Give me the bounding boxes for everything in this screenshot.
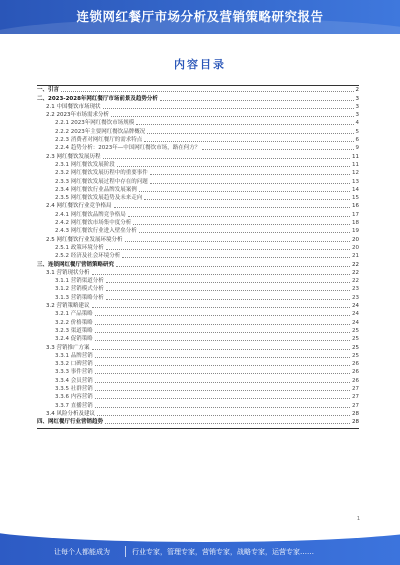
toc-entry[interactable] [37,285,359,293]
toc-entry-page: 11 [352,161,359,168]
toc-entry-page: 26 [352,377,359,384]
toc-entry-page: 24 [352,303,359,310]
toc-entry-title: 2.3.3 网红餐饮发展过程中存在的问题 [55,178,148,185]
toc-entry[interactable] [37,194,359,202]
toc-entry-title: 3.3.2 口碑营销 [55,361,93,368]
toc-entry-page: 11 [352,153,359,160]
toc-leader-dots [106,298,350,300]
toc-leader-dots [150,173,350,175]
toc-entry-title: 2.3.5 网红餐饮发展趋势及未来走向 [55,195,143,202]
toc-entry[interactable] [37,335,359,343]
toc-entry-title: 3.2.3 渠道策略 [55,327,93,334]
toc-leader-dots [139,190,350,192]
toc-entry-page: 28 [352,419,359,426]
toc-entry[interactable] [37,136,359,144]
toc-leader-dots [92,306,351,308]
footer-banner [0,530,400,565]
toc-entry-page: 20 [352,236,359,243]
toc-entry[interactable] [37,368,359,376]
toc-leader-dots [136,123,353,125]
toc-entry-title: 2.4 网红餐饮行业竞争格局 [46,203,112,210]
toc-entry-page: 27 [352,385,359,392]
toc-entry[interactable] [37,401,359,409]
toc-entry[interactable] [37,269,359,277]
toc-entry-page: 26 [352,361,359,368]
toc-leader-dots [95,364,350,366]
toc-leader-dots [125,240,351,242]
toc-entry-page: 3 [355,112,359,119]
toc-leader-dots [116,265,350,267]
toc-entry-page: 26 [352,369,359,376]
toc-entry[interactable] [37,360,359,368]
toc-entry-page: 12 [352,170,359,177]
toc-entry-title: 2.3 网红餐饮发展历程 [46,153,101,160]
toc-entry[interactable] [37,418,359,426]
toc-entry[interactable] [37,302,359,310]
toc-entry[interactable] [37,169,359,177]
toc-entry-title: 3.3 营销推广方案 [46,344,90,351]
toc-entry[interactable] [37,410,359,418]
toc-bottom-rule [37,428,359,429]
toc-entry-page: 13 [352,178,359,185]
toc-entry[interactable] [37,318,359,326]
toc-entry-page: 27 [352,394,359,401]
toc-entry[interactable] [37,111,359,119]
toc-entry-title: 3.3.7 直播营销 [55,402,93,409]
toc-leader-dots [122,256,350,258]
toc-leader-dots [95,339,350,341]
toc-entry-title: 2.2.3 消费者对网红餐厅的需求特点 [55,137,143,144]
toc-entry[interactable] [37,343,359,351]
toc-entry-title: 2.1 中国餐饮市场现状 [46,103,101,110]
toc-entry[interactable] [37,152,359,160]
toc-entry-page: 28 [352,410,359,417]
toc-entry-title: 2.3.4 网红餐饮行业品牌发展案例 [55,186,137,193]
toc-leader-dots [61,90,353,92]
toc-leader-dots [106,281,350,283]
toc-entry-title: 2.2.4 趋势分析：2023年—中国网红餐饮市场，路在何方？ [55,145,201,152]
toc-leader-dots [144,198,350,200]
toc-leader-dots [106,248,350,250]
toc-entry-title: 2.4.3 网红餐饮行业进入壁垒分析 [55,228,137,235]
toc-entry-title: 3.1.2 营销模式分析 [55,286,104,293]
toc-entry[interactable] [37,260,359,268]
toc-entry[interactable] [37,227,359,235]
toc-entry-title: 四、网红餐厅行业营销趋势 [37,419,104,426]
toc-entry-title: 2.2 2023年市场需求分析 [46,112,109,119]
toc-entry-page: 15 [352,195,359,202]
toc-leader-dots [95,331,350,333]
toc-leader-dots [105,422,350,424]
toc-entry[interactable] [37,376,359,384]
toc-entry-title: 3.3.3 事件营销 [55,369,93,376]
toc-entry-title: 2.2.1 2023年网红餐饮市场规模 [55,120,135,127]
toc-entry-page: 24 [352,319,359,326]
toc-entry-title: 3.2 营销策略建议 [46,303,90,310]
toc-entry-page: 4 [355,120,359,127]
toc-entry-title: 3.3.6 内容营销 [55,394,93,401]
toc-entry-page: 25 [352,336,359,343]
toc-leader-dots [103,107,354,109]
footer-slogan: 让每个人都能成为 [54,548,110,556]
toc-entry-title: 3.1 营销现状分析 [46,269,90,276]
toc-entry-title: 3.3.4 会员营销 [55,377,93,384]
toc-entry-page: 20 [352,244,359,251]
toc-entry-title: 3.1.3 营销策略分析 [55,294,104,301]
toc-entry[interactable] [37,210,359,218]
page-number: 1 [356,516,360,522]
toc-leader-dots [128,215,350,217]
toc-entry-title: 2.5.1 政策环境分析 [55,244,104,251]
toc-entry-page: 3 [355,103,359,110]
toc-entry-page: 2 [355,87,359,94]
toc-leader-dots [95,314,350,316]
toc-entry-title: 3.3.5 社群营销 [55,385,93,392]
toc-entry-page: 23 [352,294,359,301]
toc-entry[interactable] [37,127,359,135]
toc-entry-page: 6 [355,137,359,144]
toc-entry-page: 25 [352,352,359,359]
toc-entry-page: 22 [352,269,359,276]
toc-leader-dots [106,289,350,291]
toc-entry[interactable] [37,103,359,111]
toc-entry-page: 14 [352,186,359,193]
toc-entry[interactable] [37,144,359,152]
footer-divider [125,546,126,557]
table-of-contents [37,86,359,426]
toc-leader-dots [95,389,350,391]
toc-entry-page: 5 [355,128,359,135]
toc-entry-page: 21 [352,253,359,260]
toc-entry[interactable] [37,277,359,285]
toc-entry-page: 25 [352,344,359,351]
toc-entry[interactable] [37,385,359,393]
toc-entry-title: 二、2023-2028年网红餐厅市场前景及趋势分析 [37,95,158,102]
toc-entry-page: 17 [352,211,359,218]
toc-heading: 内容目录 [174,58,226,71]
toc-entry-title: 2.5 网红餐饮行业发展环境分析 [46,236,123,243]
toc-entry-page: 9 [355,145,359,152]
toc-entry-title: 2.4.2 网红餐饮市场集中度分析 [55,220,132,227]
toc-leader-dots [147,132,353,134]
toc-entry[interactable] [37,119,359,127]
toc-entry[interactable] [37,177,359,185]
toc-entry-page: 23 [352,286,359,293]
toc-entry-page: 22 [352,278,359,285]
toc-leader-dots [95,406,350,408]
toc-entry-title: 3.2.4 促销策略 [55,336,93,343]
footer-tagline: 行业专家，管理专家，营销专家，战略专家，运营专家…… [132,548,314,556]
toc-entry-title: 2.2.2 2023年主要网红餐饮品牌概况 [55,128,146,135]
toc-entry-page: 24 [352,311,359,318]
toc-leader-dots [92,273,351,275]
toc-entry[interactable] [37,352,359,360]
toc-entry-page: 18 [352,220,359,227]
toc-entry-title: 2.3.2 网红餐饮发展历程中的重要事件 [55,170,148,177]
toc-leader-dots [144,140,353,142]
header-banner [0,0,400,34]
toc-leader-dots [114,206,351,208]
toc-leader-dots [150,182,350,184]
toc-entry-page: 19 [352,228,359,235]
toc-entry-page: 25 [352,327,359,334]
toc-leader-dots [202,148,353,150]
toc-entry-title: 3.4 风险分析及建议 [46,410,95,417]
toc-leader-dots [139,231,350,233]
toc-entry[interactable] [37,327,359,335]
toc-entry-title: 2.4.1 网红餐饮品牌竞争格局 [55,211,126,218]
toc-leader-dots [97,414,350,416]
toc-entry-title: 2.5.2 经济及社会环境分析 [55,253,121,260]
toc-entry[interactable] [37,186,359,194]
toc-entry[interactable] [37,161,359,169]
toc-entry-title: 2.3.1 网红餐饮发展阶段 [55,161,115,168]
toc-leader-dots [111,115,354,117]
toc-entry-title: 一、引言 [37,87,60,94]
toc-entry-title: 3.1.1 营销渠道分析 [55,278,104,285]
toc-entry-page: 3 [355,95,359,102]
toc-entry[interactable] [37,244,359,252]
toc-entry-title: 3.2.1 产品策略 [55,311,93,318]
toc-entry[interactable] [37,310,359,318]
toc-entry[interactable] [37,293,359,301]
toc-leader-dots [103,157,351,159]
toc-entry-title: 3.3.1 品牌营销 [55,352,93,359]
toc-leader-dots [95,397,350,399]
footer-curve-decoration [0,530,400,542]
toc-leader-dots [95,356,350,358]
toc-entry[interactable] [37,202,359,210]
toc-entry[interactable] [37,252,359,260]
toc-entry-title: 三、连锁网红餐厅营销策略研究 [37,261,115,268]
toc-leader-dots [117,165,350,167]
toc-entry-page: 16 [352,203,359,210]
toc-leader-dots [133,223,350,225]
toc-entry-title: 3.2.2 价格策略 [55,319,93,326]
toc-entry[interactable] [37,219,359,227]
toc-leader-dots [92,348,351,350]
report-title: 连锁网红餐厅市场分析及营销策略研究报告 [76,9,324,24]
toc-leader-dots [160,99,354,101]
toc-entry-page: 27 [352,402,359,409]
toc-leader-dots [95,323,350,325]
toc-entry[interactable] [37,393,359,401]
toc-entry[interactable] [37,235,359,243]
toc-leader-dots [95,381,350,383]
toc-entry-page: 22 [352,261,359,268]
toc-leader-dots [95,372,350,374]
toc-entry[interactable] [37,86,359,94]
toc-entry[interactable] [37,94,359,102]
